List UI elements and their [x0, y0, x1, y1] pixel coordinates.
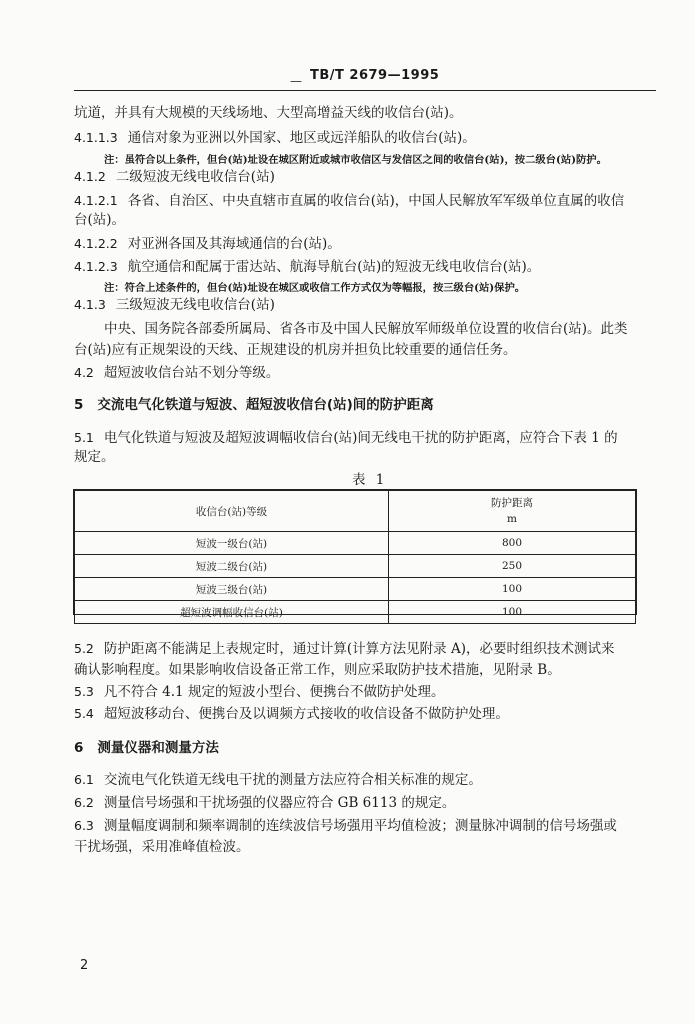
clause-6-3: 6.3 测量幅度调制和频率调制的连续波信号场强用平均值检波；测量脉冲调制的信号场强或: [74, 818, 617, 834]
table-caption: 表 1: [352, 472, 388, 488]
page-number: 2: [80, 958, 89, 973]
header-dash: —: [290, 74, 302, 88]
text-line-1: 坑道，并具有大规模的天线场地、大型高增益天线的收信台(站)。: [74, 105, 463, 121]
clause-4-2: 4.2 超短波收信台站不划分等级。: [74, 365, 280, 381]
col-distance-header: 防护距离 m: [389, 491, 636, 532]
section-5-heading: 5 交流电气化铁道与短波、超短波收信台(站)间的防护距离: [74, 397, 434, 413]
distance-cell: 100: [389, 578, 636, 601]
clause-5-2: 5.2 防护距离不能满足上表规定时，通过计算(计算方法见附录 A)，必要时组织技术测试来: [74, 641, 615, 657]
clause-5-4: 5.4 超短波移动台、便携台及以调频方式接收的收信设备不做防护处理。: [74, 706, 509, 722]
clause-4-1-2-1: 4.1.2.1 各省、自治区、中央直辖市直属的收信台(站)，中国人民解放军军级单位直属的收信: [74, 193, 625, 209]
clause-4-1-2-2: 4.1.2.2 对亚洲各国及其海域通信的台(站)。: [74, 236, 341, 252]
standard-code-header: TB/T 2679—1995: [310, 68, 440, 83]
table-1: [74, 490, 636, 624]
clause-4-1-1-3: 4.1.1.3 通信对象为亚洲以外国家、地区或远洋船队的收信台(站)。: [74, 130, 476, 146]
clause-5-3: 5.3 凡不符合 4.1 规定的短波小型台、便携台不做防护处理。: [74, 684, 445, 700]
table-row: [75, 601, 636, 624]
header-rule: [74, 90, 656, 91]
clause-6-2: 6.2 测量信号场强和干扰场强的仪器应符合 GB 6113 的规定。: [74, 795, 456, 811]
clause-6-3-cont: 干扰场强，采用准峰值检波。: [74, 839, 250, 855]
grade-cell: 短波一级台(站): [75, 532, 389, 555]
table-row: [75, 532, 636, 555]
distance-cell: 800: [389, 532, 636, 555]
clause-5-1-cont: 规定。: [74, 449, 115, 465]
distance-cell: 250: [389, 555, 636, 578]
clause-4-1-2-1-cont: 台(站)。: [74, 212, 126, 228]
note-2: 注：符合上述条件的，但台(站)址设在城区或收信工作方式仅为等幅报，按三级台(站)保护。: [104, 282, 526, 294]
clause-4-1-2-3: 4.1.2.3 航空通信和配属于雷达站、航海导航台(站)的短波无线电收信台(站)。: [74, 259, 541, 275]
clause-6-1: 6.1 交流电气化铁道无线电干扰的测量方法应符合相关标准的规定。: [74, 772, 482, 788]
table-row: [75, 555, 636, 578]
grade-cell: 超短波调幅收信台(站): [75, 601, 389, 624]
table-row: [75, 578, 636, 601]
clause-5-2-cont: 确认影响程度。如果影响收信设备正常工作，则应采取防护技术措施，见附录 B。: [74, 662, 561, 678]
paragraph-4-1-3: 中央、国务院各部委所属局、省各市及中国人民解放军师级单位设置的收信台(站)。此类: [104, 321, 628, 337]
col-grade-header: 收信台(站)等级: [75, 491, 389, 532]
grade-cell: 短波二级台(站): [75, 555, 389, 578]
clause-5-1: 5.1 电气化铁道与短波及超短波调幅收信台(站)间无线电干扰的防护距离，应符合下表 1 的: [74, 430, 618, 446]
distance-cell: 100: [389, 601, 636, 624]
table-header-row: [75, 491, 636, 532]
paragraph-4-1-3-cont: 台(站)应有正规架设的天线、正规建设的机房并担负比较重要的通信任务。: [74, 342, 517, 358]
clause-4-1-3: 4.1.3 三级短波无线电收信台(站): [74, 297, 275, 313]
grade-cell: 短波三级台(站): [75, 578, 389, 601]
clause-4-1-2: 4.1.2 二级短波无线电收信台(站): [74, 169, 275, 185]
section-6-heading: 6 测量仪器和测量方法: [74, 740, 219, 756]
note-1: 注：虽符合以上条件，但台(站)址设在城区附近或城市收信区与发信区之间的收信台(站)，按二级台(站)防护。: [104, 154, 607, 166]
